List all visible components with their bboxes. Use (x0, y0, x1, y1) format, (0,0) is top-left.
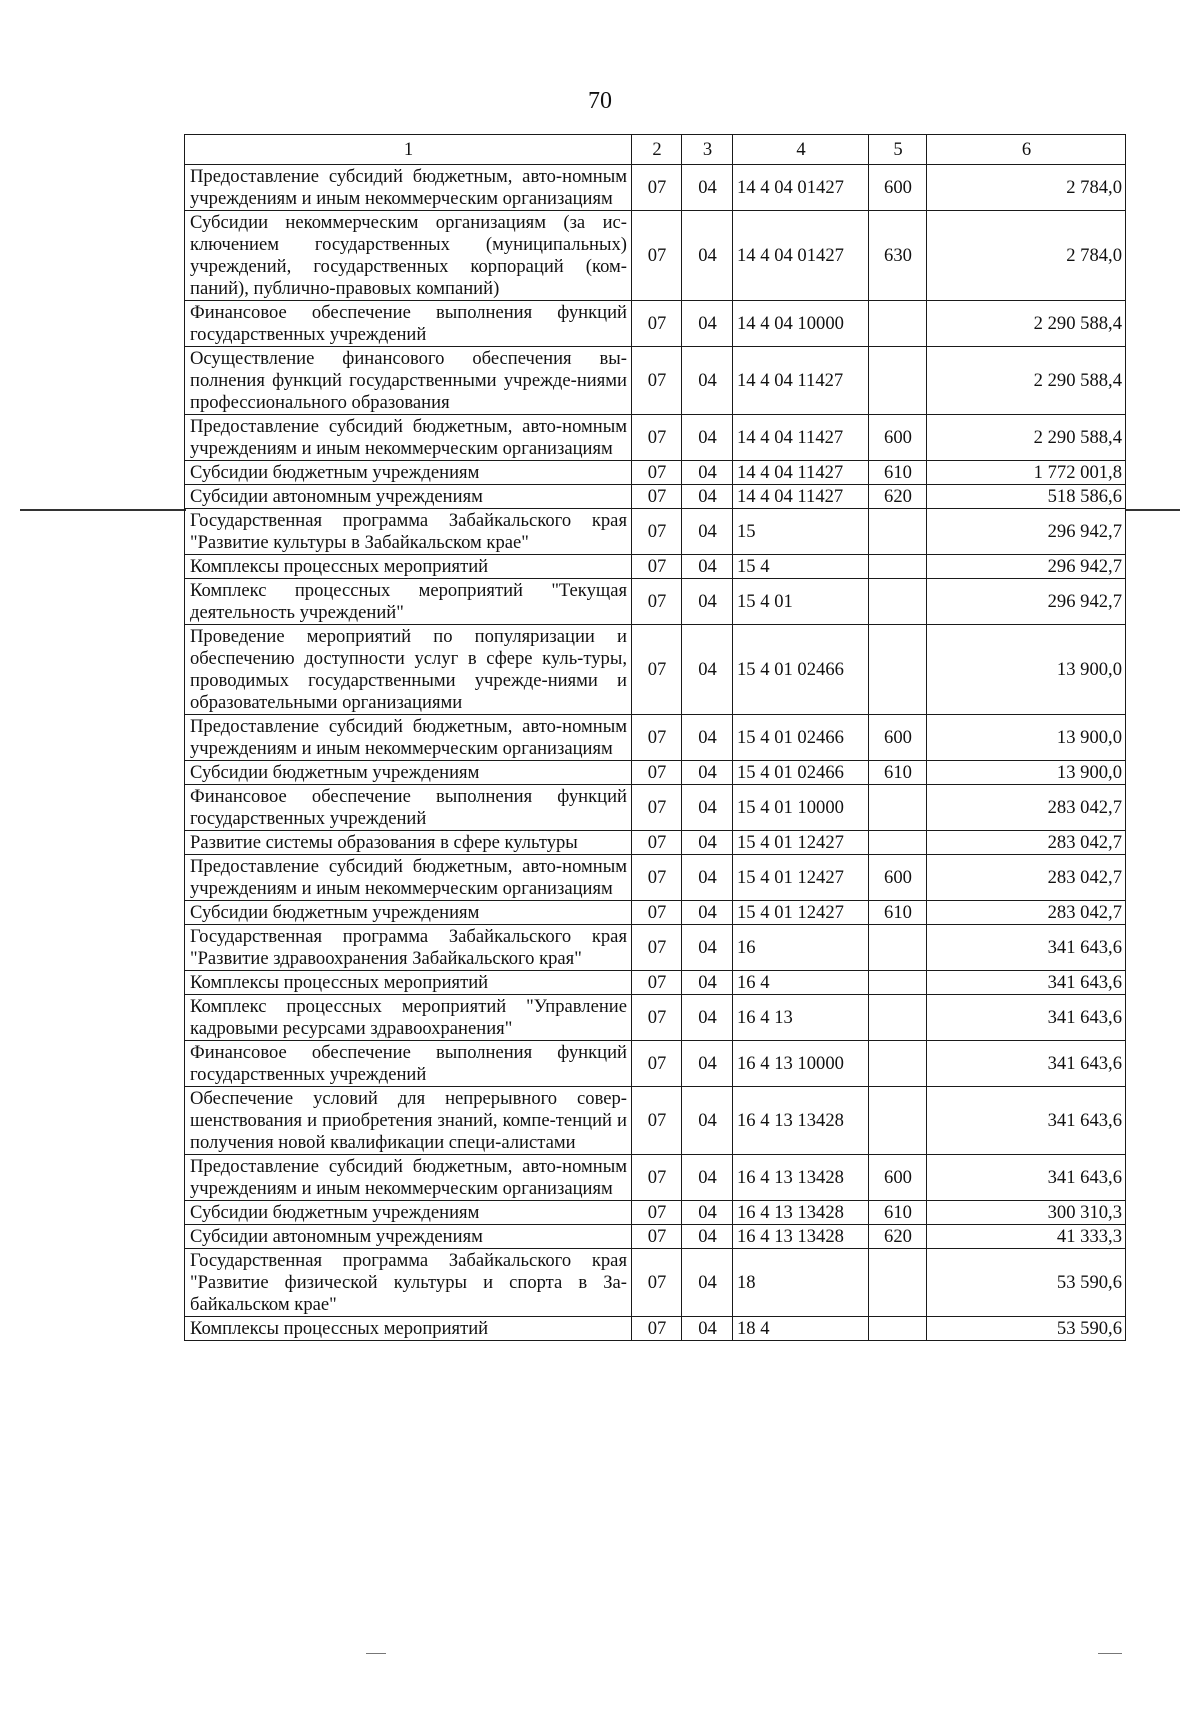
row-code-cell: 18 4 (733, 1317, 869, 1341)
row-amount-cell: 2 784,0 (927, 211, 1126, 301)
row-section-cell: 07 (632, 971, 682, 995)
row-code-cell: 15 4 01 12427 (733, 831, 869, 855)
row-subsection-cell: 04 (682, 901, 733, 925)
row-name-cell: Государственная программа Забайкальского края "Развитие здравоохранения Забайкальского края" (185, 925, 632, 971)
row-subsection-cell: 04 (682, 165, 733, 211)
row-section-cell: 07 (632, 715, 682, 761)
row-code-cell: 14 4 04 01427 (733, 211, 869, 301)
row-section-cell: 07 (632, 347, 682, 415)
row-code-cell: 14 4 04 11427 (733, 415, 869, 461)
row-type-cell (869, 995, 927, 1041)
row-type-cell: 610 (869, 901, 927, 925)
table-row (185, 1249, 1126, 1317)
row-subsection-cell: 04 (682, 1155, 733, 1201)
row-amount-cell: 13 900,0 (927, 761, 1126, 785)
row-subsection-cell: 04 (682, 461, 733, 485)
table-row (185, 625, 1126, 715)
scan-mark-bottom-left (366, 1653, 386, 1654)
table-row (185, 1317, 1126, 1341)
row-type-cell (869, 509, 927, 555)
table-row (185, 555, 1126, 579)
row-subsection-cell: 04 (682, 715, 733, 761)
table-row (185, 211, 1126, 301)
row-section-cell: 07 (632, 761, 682, 785)
row-section-cell: 07 (632, 211, 682, 301)
row-amount-cell: 13 900,0 (927, 715, 1126, 761)
row-code-cell: 16 4 13 10000 (733, 1041, 869, 1087)
row-amount-cell: 2 290 588,4 (927, 301, 1126, 347)
row-type-cell: 610 (869, 1201, 927, 1225)
row-amount-cell: 296 942,7 (927, 579, 1126, 625)
row-subsection-cell: 04 (682, 555, 733, 579)
row-section-cell: 07 (632, 415, 682, 461)
row-code-cell: 16 4 13 13428 (733, 1225, 869, 1249)
row-amount-cell: 13 900,0 (927, 625, 1126, 715)
row-name-cell: Комплекс процессных мероприятий "Текущая деятельность учреждений" (185, 579, 632, 625)
row-subsection-cell: 04 (682, 415, 733, 461)
row-name-cell: Субсидии бюджетным учреждениям (185, 761, 632, 785)
row-amount-cell: 341 643,6 (927, 1155, 1126, 1201)
row-section-cell: 07 (632, 485, 682, 509)
row-code-cell: 14 4 04 10000 (733, 301, 869, 347)
row-code-cell: 15 (733, 509, 869, 555)
row-name-cell: Предоставление субсидий бюджетным, авто-номным учреждениям и иным некоммерческим организациям (185, 1155, 632, 1201)
row-amount-cell: 300 310,3 (927, 1201, 1126, 1225)
column-header: 1 (185, 135, 632, 165)
budget-table (184, 134, 1126, 1341)
row-name-cell: Развитие системы образования в сфере культуры (185, 831, 632, 855)
table-row (185, 901, 1126, 925)
row-code-cell: 16 4 13 13428 (733, 1155, 869, 1201)
row-name-cell: Финансовое обеспечение выполнения функций государственных учреждений (185, 301, 632, 347)
row-subsection-cell: 04 (682, 301, 733, 347)
table-row (185, 855, 1126, 901)
row-type-cell (869, 625, 927, 715)
row-name-cell: Комплексы процессных мероприятий (185, 971, 632, 995)
row-type-cell: 600 (869, 855, 927, 901)
row-section-cell: 07 (632, 785, 682, 831)
table-header-row (185, 135, 1126, 165)
table-row (185, 579, 1126, 625)
row-code-cell: 15 4 01 02466 (733, 715, 869, 761)
row-code-cell: 15 4 01 12427 (733, 855, 869, 901)
row-name-cell: Комплексы процессных мероприятий (185, 1317, 632, 1341)
table-row (185, 165, 1126, 211)
row-code-cell: 15 4 01 02466 (733, 761, 869, 785)
row-subsection-cell: 04 (682, 1087, 733, 1155)
row-subsection-cell: 04 (682, 761, 733, 785)
row-type-cell: 610 (869, 761, 927, 785)
row-amount-cell: 53 590,6 (927, 1317, 1126, 1341)
row-subsection-cell: 04 (682, 785, 733, 831)
row-name-cell: Обеспечение условий для непрерывного совер-шенствования и приобретения знаний, компе-тенций и получения новой квалификации специ-алистами (185, 1087, 632, 1155)
row-amount-cell: 283 042,7 (927, 855, 1126, 901)
table-row (185, 461, 1126, 485)
row-subsection-cell: 04 (682, 579, 733, 625)
row-type-cell: 610 (869, 461, 927, 485)
row-amount-cell: 341 643,6 (927, 1087, 1126, 1155)
row-subsection-cell: 04 (682, 1041, 733, 1087)
row-section-cell: 07 (632, 1087, 682, 1155)
row-amount-cell: 2 784,0 (927, 165, 1126, 211)
row-type-cell (869, 555, 927, 579)
row-section-cell: 07 (632, 165, 682, 211)
row-section-cell: 07 (632, 579, 682, 625)
row-section-cell: 07 (632, 509, 682, 555)
row-code-cell: 14 4 04 01427 (733, 165, 869, 211)
row-amount-cell: 283 042,7 (927, 785, 1126, 831)
table-row (185, 1087, 1126, 1155)
row-code-cell: 16 4 13 13428 (733, 1087, 869, 1155)
row-section-cell: 07 (632, 831, 682, 855)
table-row (185, 715, 1126, 761)
row-amount-cell: 341 643,6 (927, 1041, 1126, 1087)
row-code-cell: 18 (733, 1249, 869, 1317)
row-section-cell: 07 (632, 1317, 682, 1341)
row-amount-cell: 296 942,7 (927, 509, 1126, 555)
row-code-cell: 15 4 01 10000 (733, 785, 869, 831)
table-row (185, 1041, 1126, 1087)
row-name-cell: Предоставление субсидий бюджетным, авто-номным учреждениям и иным некоммерческим организациям (185, 415, 632, 461)
row-type-cell: 600 (869, 415, 927, 461)
row-subsection-cell: 04 (682, 855, 733, 901)
row-type-cell: 600 (869, 1155, 927, 1201)
row-subsection-cell: 04 (682, 1225, 733, 1249)
row-subsection-cell: 04 (682, 995, 733, 1041)
row-name-cell: Субсидии автономным учреждениям (185, 485, 632, 509)
row-subsection-cell: 04 (682, 625, 733, 715)
row-amount-cell: 518 586,6 (927, 485, 1126, 509)
row-name-cell: Субсидии некоммерческим организациям (за ис-ключением государственных (муниципальных) учреждений, государственных корпораций (ком-паний), публично-правовых компаний) (185, 211, 632, 301)
table-row (185, 995, 1126, 1041)
column-header: 4 (733, 135, 869, 165)
table-row (185, 1201, 1126, 1225)
row-code-cell: 15 4 01 (733, 579, 869, 625)
row-amount-cell: 2 290 588,4 (927, 415, 1126, 461)
row-amount-cell: 283 042,7 (927, 901, 1126, 925)
row-code-cell: 14 4 04 11427 (733, 461, 869, 485)
column-header: 3 (682, 135, 733, 165)
row-type-cell (869, 1087, 927, 1155)
row-amount-cell: 341 643,6 (927, 971, 1126, 995)
page-number: 70 (588, 88, 612, 114)
row-section-cell: 07 (632, 925, 682, 971)
row-subsection-cell: 04 (682, 509, 733, 555)
row-name-cell: Государственная программа Забайкальского края "Развитие физической культуры и спорта в За-байкальском крае" (185, 1249, 632, 1317)
table-row (185, 831, 1126, 855)
row-section-cell: 07 (632, 1249, 682, 1317)
row-section-cell: 07 (632, 855, 682, 901)
row-section-cell: 07 (632, 995, 682, 1041)
column-header: 5 (869, 135, 927, 165)
row-amount-cell: 53 590,6 (927, 1249, 1126, 1317)
row-type-cell: 620 (869, 1225, 927, 1249)
row-section-cell: 07 (632, 461, 682, 485)
row-subsection-cell: 04 (682, 1249, 733, 1317)
column-header: 6 (927, 135, 1126, 165)
row-name-cell: Государственная программа Забайкальского края "Развитие культуры в Забайкальском крае" (185, 509, 632, 555)
row-name-cell: Проведение мероприятий по популяризации и обеспечению доступности услуг в сфере куль-туры, проводимых государственными учрежде-ниями и образовательными организациями (185, 625, 632, 715)
row-type-cell (869, 579, 927, 625)
row-type-cell (869, 1249, 927, 1317)
table-body (185, 135, 1126, 1341)
row-name-cell: Предоставление субсидий бюджетным, авто-номным учреждениям и иным некоммерческим организациям (185, 715, 632, 761)
row-type-cell (869, 971, 927, 995)
table-row (185, 415, 1126, 461)
row-name-cell: Субсидии бюджетным учреждениям (185, 461, 632, 485)
table-row (185, 925, 1126, 971)
row-name-cell: Финансовое обеспечение выполнения функций государственных учреждений (185, 1041, 632, 1087)
table-row (185, 1225, 1126, 1249)
row-name-cell: Субсидии бюджетным учреждениям (185, 1201, 632, 1225)
row-name-cell: Предоставление субсидий бюджетным, авто-номным учреждениям и иным некоммерческим организациям (185, 165, 632, 211)
row-code-cell: 14 4 04 11427 (733, 485, 869, 509)
row-subsection-cell: 04 (682, 831, 733, 855)
row-amount-cell: 341 643,6 (927, 925, 1126, 971)
row-amount-cell: 2 290 588,4 (927, 347, 1126, 415)
row-type-cell: 600 (869, 715, 927, 761)
row-type-cell (869, 925, 927, 971)
table-row (185, 301, 1126, 347)
row-type-cell: 630 (869, 211, 927, 301)
row-code-cell: 15 4 (733, 555, 869, 579)
row-section-cell: 07 (632, 555, 682, 579)
table-row (185, 971, 1126, 995)
row-code-cell: 16 4 13 (733, 995, 869, 1041)
table-row (185, 785, 1126, 831)
row-type-cell (869, 301, 927, 347)
row-type-cell (869, 347, 927, 415)
column-header: 2 (632, 135, 682, 165)
scan-mark-bottom-right (1098, 1653, 1122, 1654)
row-section-cell: 07 (632, 901, 682, 925)
row-amount-cell: 283 042,7 (927, 831, 1126, 855)
row-subsection-cell: 04 (682, 971, 733, 995)
row-subsection-cell: 04 (682, 1317, 733, 1341)
row-name-cell: Комплексы процессных мероприятий (185, 555, 632, 579)
row-subsection-cell: 04 (682, 925, 733, 971)
table-row (185, 485, 1126, 509)
row-type-cell (869, 1041, 927, 1087)
row-subsection-cell: 04 (682, 347, 733, 415)
row-name-cell: Субсидии автономным учреждениям (185, 1225, 632, 1249)
row-code-cell: 14 4 04 11427 (733, 347, 869, 415)
row-name-cell: Субсидии бюджетным учреждениям (185, 901, 632, 925)
row-code-cell: 16 4 13 13428 (733, 1201, 869, 1225)
row-code-cell: 15 4 01 12427 (733, 901, 869, 925)
row-name-cell: Осуществление финансового обеспечения вы-полнения функций государственными учрежде-ниями профессионального образования (185, 347, 632, 415)
row-subsection-cell: 04 (682, 485, 733, 509)
row-section-cell: 07 (632, 1225, 682, 1249)
scan-line-right (1125, 509, 1180, 511)
row-section-cell: 07 (632, 625, 682, 715)
table-row (185, 509, 1126, 555)
row-name-cell: Финансовое обеспечение выполнения функций государственных учреждений (185, 785, 632, 831)
row-amount-cell: 341 643,6 (927, 995, 1126, 1041)
row-code-cell: 15 4 01 02466 (733, 625, 869, 715)
row-code-cell: 16 4 (733, 971, 869, 995)
row-subsection-cell: 04 (682, 211, 733, 301)
row-type-cell (869, 1317, 927, 1341)
row-amount-cell: 296 942,7 (927, 555, 1126, 579)
table-row (185, 1155, 1126, 1201)
row-type-cell: 620 (869, 485, 927, 509)
row-type-cell (869, 831, 927, 855)
row-amount-cell: 1 772 001,8 (927, 461, 1126, 485)
row-section-cell: 07 (632, 1201, 682, 1225)
row-name-cell: Комплекс процессных мероприятий "Управление кадровыми ресурсами здравоохранения" (185, 995, 632, 1041)
row-type-cell: 600 (869, 165, 927, 211)
row-name-cell: Предоставление субсидий бюджетным, авто-номным учреждениям и иным некоммерческим организациям (185, 855, 632, 901)
row-section-cell: 07 (632, 1041, 682, 1087)
row-section-cell: 07 (632, 301, 682, 347)
scan-line-left (20, 509, 186, 511)
table-row (185, 347, 1126, 415)
row-type-cell (869, 785, 927, 831)
row-code-cell: 16 (733, 925, 869, 971)
row-subsection-cell: 04 (682, 1201, 733, 1225)
table-row (185, 761, 1126, 785)
row-amount-cell: 41 333,3 (927, 1225, 1126, 1249)
row-section-cell: 07 (632, 1155, 682, 1201)
